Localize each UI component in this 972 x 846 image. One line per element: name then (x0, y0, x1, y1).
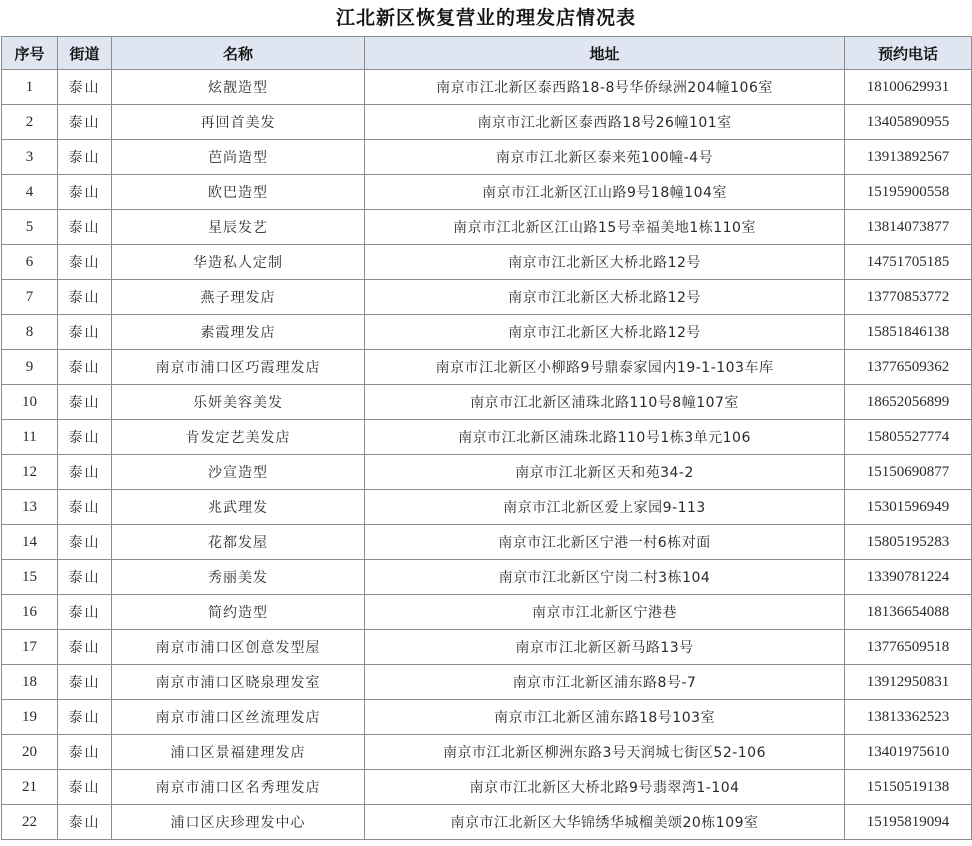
cell-shop-name: 兆武理发 (112, 490, 365, 525)
cell-shop-name: 浦口区景福建理发店 (112, 735, 365, 770)
cell-index: 15 (2, 560, 58, 595)
cell-shop-name: 燕子理发店 (112, 280, 365, 315)
cell-address: 南京市江北新区泰西路18-8号华侨绿洲204幢106室 (365, 70, 845, 105)
cell-index: 16 (2, 595, 58, 630)
cell-street: 泰山 (58, 140, 112, 175)
cell-address: 南京市江北新区浦东路8号-7 (365, 665, 845, 700)
table-row (2, 245, 972, 280)
table-row (2, 665, 972, 700)
header-name: 名称 (112, 37, 365, 70)
cell-address: 南京市江北新区爱上家园9-113 (365, 490, 845, 525)
cell-phone: 15150690877 (845, 455, 972, 490)
cell-address: 南京市江北新区浦珠北路110号1栋3单元106 (365, 420, 845, 455)
cell-street: 泰山 (58, 210, 112, 245)
cell-address: 南京市江北新区天和苑34-2 (365, 455, 845, 490)
cell-address: 南京市江北新区大桥北路12号 (365, 315, 845, 350)
cell-phone: 13813362523 (845, 700, 972, 735)
cell-shop-name: 南京市浦口区丝流理发店 (112, 700, 365, 735)
cell-index: 20 (2, 735, 58, 770)
table-row (2, 490, 972, 525)
table-row (2, 175, 972, 210)
cell-address: 南京市江北新区宁岗二村3栋104 (365, 560, 845, 595)
cell-address: 南京市江北新区江山路15号幸福美地1栋110室 (365, 210, 845, 245)
cell-address: 南京市江北新区柳洲东路3号天润城七街区52-106 (365, 735, 845, 770)
table-row (2, 630, 972, 665)
cell-shop-name: 南京市浦口区创意发型屋 (112, 630, 365, 665)
cell-index: 17 (2, 630, 58, 665)
table-row (2, 420, 972, 455)
cell-shop-name: 沙宣造型 (112, 455, 365, 490)
cell-street: 泰山 (58, 245, 112, 280)
cell-street: 泰山 (58, 280, 112, 315)
cell-street: 泰山 (58, 735, 112, 770)
cell-phone: 18652056899 (845, 385, 972, 420)
table-row (2, 525, 972, 560)
cell-shop-name: 花都发屋 (112, 525, 365, 560)
cell-street: 泰山 (58, 70, 112, 105)
cell-street: 泰山 (58, 385, 112, 420)
cell-shop-name: 乐妍美容美发 (112, 385, 365, 420)
cell-index: 14 (2, 525, 58, 560)
cell-index: 1 (2, 70, 58, 105)
cell-phone: 13405890955 (845, 105, 972, 140)
table-row (2, 595, 972, 630)
cell-address: 南京市江北新区大华锦绣华城榴美颂20栋109室 (365, 805, 845, 840)
table-row (2, 315, 972, 350)
cell-address: 南京市江北新区大桥北路12号 (365, 245, 845, 280)
cell-phone: 13913892567 (845, 140, 972, 175)
table-row (2, 140, 972, 175)
cell-shop-name: 素霞理发店 (112, 315, 365, 350)
table-row (2, 70, 972, 105)
cell-index: 5 (2, 210, 58, 245)
table-row (2, 700, 972, 735)
cell-shop-name: 星辰发艺 (112, 210, 365, 245)
cell-address: 南京市江北新区宁港一村6栋对面 (365, 525, 845, 560)
cell-street: 泰山 (58, 770, 112, 805)
cell-address: 南京市江北新区泰来苑100幢-4号 (365, 140, 845, 175)
header-index: 序号 (2, 37, 58, 70)
cell-index: 6 (2, 245, 58, 280)
cell-shop-name: 南京市浦口区名秀理发店 (112, 770, 365, 805)
cell-address: 南京市江北新区大桥北路9号翡翠湾1-104 (365, 770, 845, 805)
cell-index: 19 (2, 700, 58, 735)
cell-phone: 14751705185 (845, 245, 972, 280)
cell-index: 4 (2, 175, 58, 210)
cell-street: 泰山 (58, 665, 112, 700)
cell-address: 南京市江北新区新马路13号 (365, 630, 845, 665)
cell-street: 泰山 (58, 350, 112, 385)
cell-phone: 13912950831 (845, 665, 972, 700)
cell-index: 3 (2, 140, 58, 175)
table-body (2, 70, 972, 840)
cell-shop-name: 芭尚造型 (112, 140, 365, 175)
table-row (2, 560, 972, 595)
cell-phone: 15195819094 (845, 805, 972, 840)
cell-phone: 13776509518 (845, 630, 972, 665)
cell-shop-name: 肯发定艺美发店 (112, 420, 365, 455)
cell-address: 南京市江北新区宁港巷 (365, 595, 845, 630)
table-row (2, 105, 972, 140)
cell-index: 10 (2, 385, 58, 420)
cell-address: 南京市江北新区泰西路18号26幢101室 (365, 105, 845, 140)
cell-shop-name: 南京市浦口区晓泉理发室 (112, 665, 365, 700)
cell-shop-name: 华造私人定制 (112, 245, 365, 280)
cell-address: 南京市江北新区江山路9号18幢104室 (365, 175, 845, 210)
cell-address: 南京市江北新区浦东路18号103室 (365, 700, 845, 735)
cell-street: 泰山 (58, 420, 112, 455)
cell-phone: 15195900558 (845, 175, 972, 210)
cell-street: 泰山 (58, 490, 112, 525)
cell-shop-name: 简约造型 (112, 595, 365, 630)
cell-phone: 18100629931 (845, 70, 972, 105)
cell-phone: 15150519138 (845, 770, 972, 805)
cell-phone: 13776509362 (845, 350, 972, 385)
cell-street: 泰山 (58, 175, 112, 210)
cell-street: 泰山 (58, 455, 112, 490)
cell-street: 泰山 (58, 525, 112, 560)
cell-phone: 15805527774 (845, 420, 972, 455)
cell-address: 南京市江北新区大桥北路12号 (365, 280, 845, 315)
table-row (2, 210, 972, 245)
cell-street: 泰山 (58, 595, 112, 630)
header-phone: 预约电话 (845, 37, 972, 70)
cell-index: 13 (2, 490, 58, 525)
cell-phone: 13390781224 (845, 560, 972, 595)
table-row (2, 455, 972, 490)
barbershop-table (1, 36, 972, 840)
cell-index: 11 (2, 420, 58, 455)
header-street: 街道 (58, 37, 112, 70)
cell-index: 2 (2, 105, 58, 140)
cell-shop-name: 炫靓造型 (112, 70, 365, 105)
table-title: 江北新区恢复营业的理发店情况表 (335, 7, 636, 29)
header-row (2, 37, 972, 70)
cell-address: 南京市江北新区小柳路9号鼎泰家园内19-1-103车库 (365, 350, 845, 385)
cell-shop-name: 再回首美发 (112, 105, 365, 140)
table-row (2, 385, 972, 420)
cell-phone: 13401975610 (845, 735, 972, 770)
table-row (2, 805, 972, 840)
cell-phone: 15301596949 (845, 490, 972, 525)
cell-street: 泰山 (58, 105, 112, 140)
cell-index: 9 (2, 350, 58, 385)
cell-index: 8 (2, 315, 58, 350)
cell-street: 泰山 (58, 805, 112, 840)
cell-index: 22 (2, 805, 58, 840)
header-address: 地址 (365, 37, 845, 70)
cell-street: 泰山 (58, 630, 112, 665)
cell-phone: 18136654088 (845, 595, 972, 630)
cell-shop-name: 南京市浦口区巧霞理发店 (112, 350, 365, 385)
cell-shop-name: 秀丽美发 (112, 560, 365, 595)
cell-phone: 15851846138 (845, 315, 972, 350)
cell-phone: 13814073877 (845, 210, 972, 245)
cell-shop-name: 欧巴造型 (112, 175, 365, 210)
cell-address: 南京市江北新区浦珠北路110号8幢107室 (365, 385, 845, 420)
cell-street: 泰山 (58, 700, 112, 735)
cell-index: 7 (2, 280, 58, 315)
cell-phone: 13770853772 (845, 280, 972, 315)
cell-shop-name: 浦口区庆珍理发中心 (112, 805, 365, 840)
table-row (2, 350, 972, 385)
cell-index: 18 (2, 665, 58, 700)
table-row (2, 770, 972, 805)
cell-street: 泰山 (58, 315, 112, 350)
table-row (2, 280, 972, 315)
cell-index: 12 (2, 455, 58, 490)
cell-index: 21 (2, 770, 58, 805)
cell-phone: 15805195283 (845, 525, 972, 560)
table-row (2, 735, 972, 770)
cell-street: 泰山 (58, 560, 112, 595)
